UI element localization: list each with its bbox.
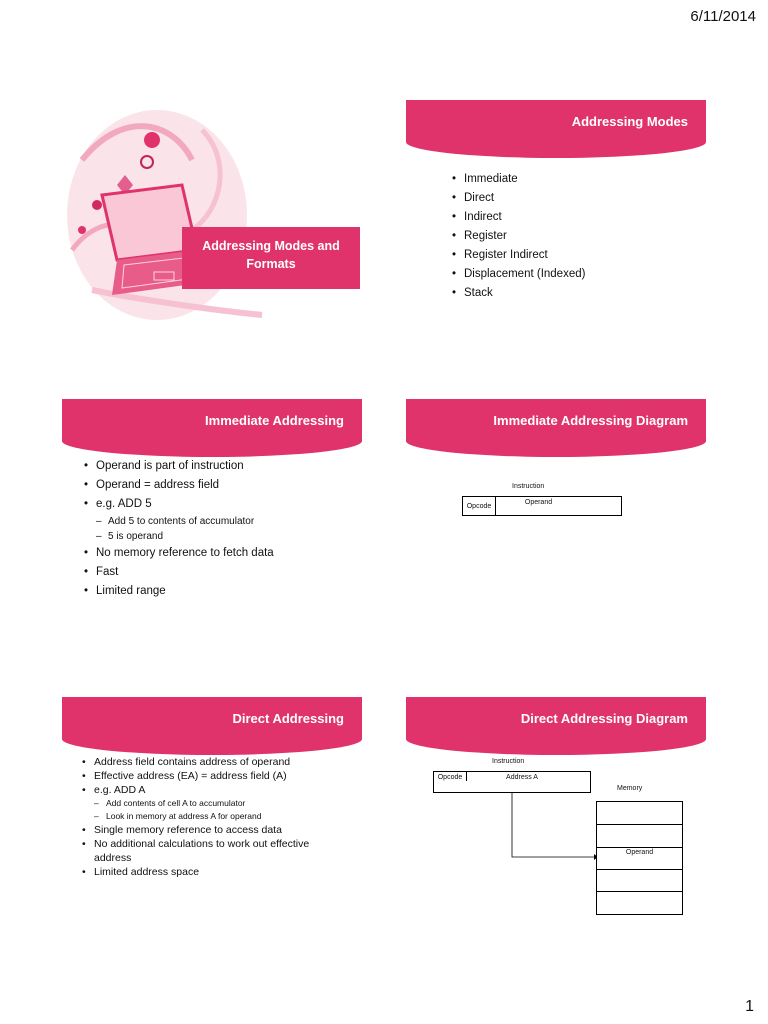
list-item: • Register [452, 227, 585, 246]
slide-heading: Addressing Modes [571, 114, 688, 129]
slide-title [62, 100, 362, 330]
print-date: 6/11/2014 [690, 8, 756, 25]
list-item: • Fast [84, 563, 354, 582]
slide-heading: Immediate Addressing Diagram [493, 413, 688, 428]
slide-immediate-diagram [406, 399, 706, 629]
slide-header [62, 399, 362, 457]
opcode-cell: Opcode [463, 497, 496, 515]
instruction-box [462, 496, 622, 516]
instruction-label: Instruction [512, 483, 545, 490]
page-number: 1 [745, 998, 754, 1015]
list-subitem: – Add contents of cell A to accumulator [82, 797, 347, 810]
list-subitem: – 5 is operand [84, 529, 354, 544]
operand-cell: Operand [524, 499, 553, 506]
list-item: • Register Indirect [452, 246, 585, 265]
floral-laptop-illustration [62, 100, 362, 330]
instruction-label: Instruction [492, 758, 525, 765]
direct-bullets [82, 755, 347, 879]
slide-heading: Direct Addressing Diagram [520, 711, 688, 726]
list-item: • Indirect [452, 208, 585, 227]
slide-header [406, 399, 706, 457]
slide-direct-addressing [62, 697, 362, 927]
slide-title-text: Addressing Modes and Formats [202, 239, 340, 271]
slide-heading: Immediate Addressing [205, 413, 344, 428]
memory-label: Memory [617, 785, 643, 792]
list-item: • No memory reference to fetch data [84, 544, 354, 563]
list-item: • e.g. ADD A [82, 783, 347, 797]
list-item: • Limited address space [82, 865, 347, 879]
list-item: • Effective address (EA) = address field (A) [82, 769, 347, 783]
memory-block [596, 801, 683, 915]
list-item: • No additional calculations to work out effective address [82, 837, 347, 865]
list-subitem: – Add 5 to contents of accumulator [84, 514, 354, 529]
slide-addressing-modes [406, 100, 706, 330]
opcode-cell: Opcode [434, 772, 467, 781]
list-item: • Stack [452, 284, 585, 303]
slide-immediate-addressing [62, 399, 362, 629]
list-item: • Single memory reference to access data [82, 823, 347, 837]
list-item: • Displacement (Indexed) [452, 265, 585, 284]
list-subitem: – Look in memory at address A for operand [82, 810, 347, 823]
list-item: • Direct [452, 189, 585, 208]
slide-direct-diagram [406, 697, 706, 927]
slide-heading: Direct Addressing [232, 711, 344, 726]
memory-operand-cell: Operand [625, 849, 654, 856]
slide-header [406, 100, 706, 158]
list-item: • e.g. ADD 5 [84, 495, 354, 514]
title-box [182, 227, 360, 289]
immediate-bullets [84, 457, 354, 601]
address-cell: Address A [506, 774, 538, 781]
modes-list [452, 170, 585, 303]
slide-header [62, 697, 362, 755]
list-item: • Address field contains address of operand [82, 755, 347, 769]
list-item: • Operand is part of instruction [84, 457, 354, 476]
list-item: • Limited range [84, 582, 354, 601]
list-item: • Operand = address field [84, 476, 354, 495]
list-item: • Immediate [452, 170, 585, 189]
